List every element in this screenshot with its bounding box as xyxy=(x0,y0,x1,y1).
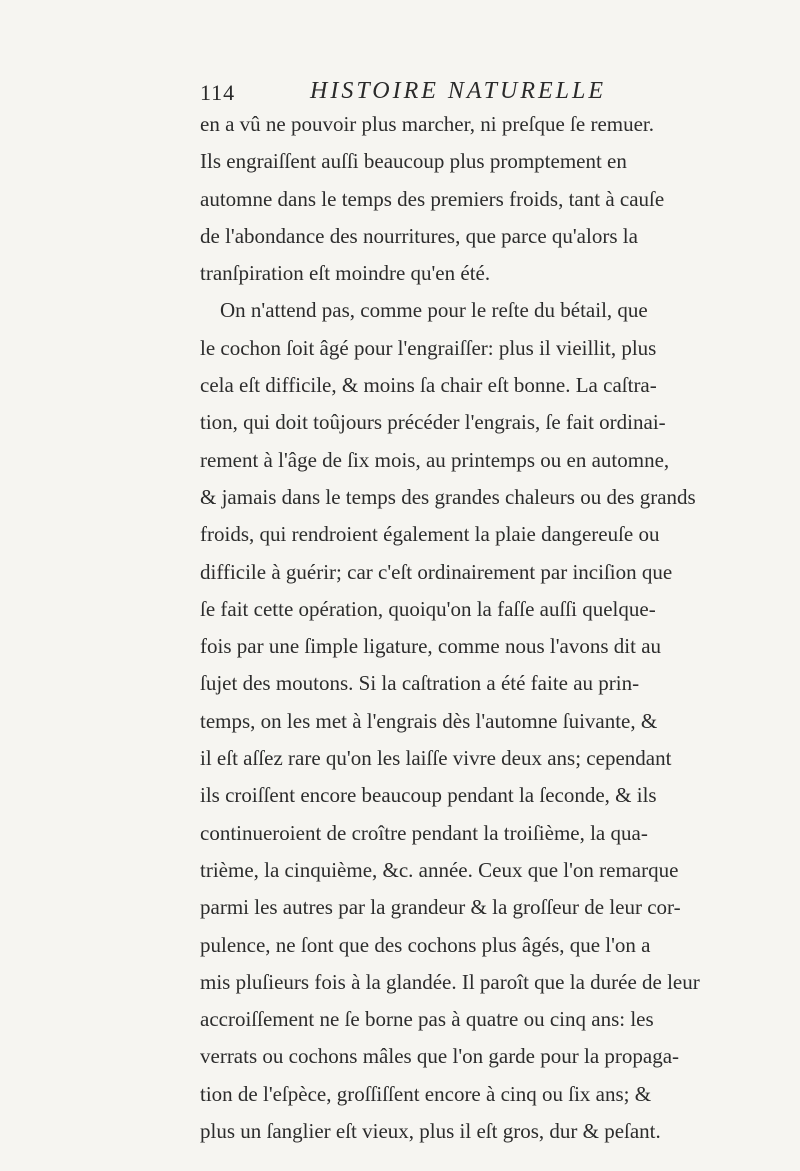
text-line: temps, on les met à l'engrais dès l'automne ſuivante, & xyxy=(200,708,658,733)
text-line: ſe fait cette opération, quoiqu'on la faſſe auſſi quelque- xyxy=(200,596,656,621)
text-line: difficile à guérir; car c'eſt ordinairement par inciſion que xyxy=(200,559,673,584)
paragraph-start-line: On n'attend pas, comme pour le reſte du bétail, que xyxy=(220,298,648,323)
text-line: tranſpiration eſt moindre qu'en été. xyxy=(200,261,491,286)
text-line: & jamais dans le temps des grandes chaleurs ou des grands xyxy=(200,484,696,509)
text-line: parmi les autres par la grandeur & la groſſeur de leur cor- xyxy=(200,895,681,920)
running-title: HISTOIRE NATURELLE xyxy=(310,78,607,104)
text-line: tion, qui doit toûjours précéder l'engrais, ſe fait ordinai- xyxy=(200,410,666,435)
text-line: mis pluſieurs fois à la glandée. Il paroît que la durée de leur xyxy=(200,969,700,994)
text-line: le cochon ſoit âgé pour l'engraiſſer: plus il vieillit, plus xyxy=(200,335,657,360)
text-line: pulence, ne ſont que des cochons plus âgés, que l'on a xyxy=(200,932,651,957)
text-line: automne dans le temps des premiers froids, tant à cauſe xyxy=(200,186,665,211)
text-line: ſujet des moutons. Si la caſtration a été faite au prin- xyxy=(200,671,640,696)
text-line: tion de l'eſpèce, groſſiſſent encore à cinq ou ſix ans; & xyxy=(200,1081,652,1106)
text-line: ils croiſſent encore beaucoup pendant la ſeconde, & ils xyxy=(200,783,657,808)
text-line: accroiſſement ne ſe borne pas à quatre ou cinq ans: les xyxy=(200,1007,654,1032)
text-line: en a vû ne pouvoir plus marcher, ni preſque ſe remuer. xyxy=(200,112,655,136)
text-line: Ils engraiſſent auſſi beaucoup plus promptement en xyxy=(200,149,627,174)
text-line: cela eſt difficile, & moins ſa chair eſt bonne. La caſtra- xyxy=(200,373,657,398)
text-line: il eſt aſſez rare qu'on les laiſſe vivre deux ans; cependant xyxy=(200,746,672,771)
page-header xyxy=(200,78,680,108)
text-line: continueroient de croître pendant la troiſième, la qua- xyxy=(200,820,648,845)
text-line: de l'abondance des nourritures, que parce qu'alors la xyxy=(200,223,638,248)
text-line: fois par une ſimple ligature, comme nous l'avons dit au xyxy=(200,634,662,659)
text-line: plus un ſanglier eſt vieux, plus il eſt gros, dur & peſant. xyxy=(200,1119,661,1144)
text-line: trième, la cinquième, &c. année. Ceux que l'on remarque xyxy=(200,857,679,882)
text-line: rement à l'âge de ſix mois, au printemps ou en automne, xyxy=(200,447,670,472)
body-text xyxy=(200,106,800,1150)
text-line: verrats ou cochons mâles que l'on garde pour la propaga- xyxy=(200,1044,680,1069)
page-number: 114 xyxy=(200,80,236,105)
text-line: froids, qui rendroient également la plaie dangereuſe ou xyxy=(200,522,660,547)
